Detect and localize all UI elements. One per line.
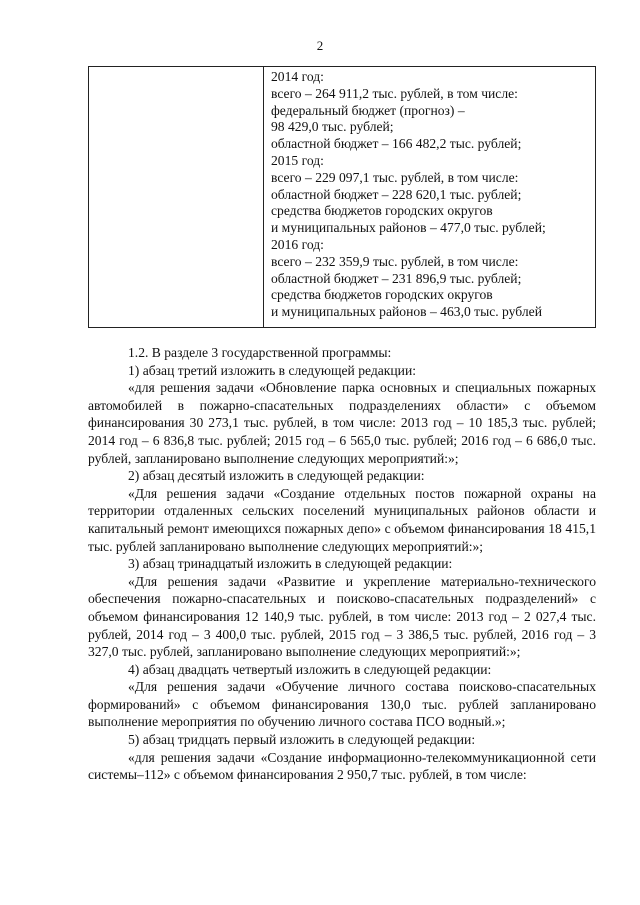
- table-line: и муниципальных районов – 463,0 тыс. рублей: [271, 304, 542, 320]
- table-line: областной бюджет – 231 896,9 тыс. рублей;: [271, 270, 522, 286]
- table-line: средства бюджетов городских округов: [271, 287, 493, 303]
- table-right-cell: [264, 67, 595, 327]
- amendment-item: 1) абзац третий изложить в следующей редакции:: [128, 362, 417, 378]
- amendment-item: 3) абзац тринадцатый изложить в следующей редакции:: [128, 556, 453, 572]
- table-line: всего – 229 097,1 тыс. рублей, в том числе:: [271, 169, 519, 185]
- table-line: 2014 год:: [271, 69, 324, 84]
- amendment-text: «для решения задачи «Обновление парка основных и специальных пожарных автомобилей в пожарно-спасательных подразделениях области» с объемом финансирования 30 273,1 тыс. рублей, в том числе: 2013 год – 10 185,3 тыс. рублей; 2014 год – 6 836,8 тыс. рублей; 2015 год – 6 565,0 тыс. рублей; 2016 год – 6 686,0 тыс. рублей, запланировано выполнение следующих мероприятий:»;: [88, 380, 596, 466]
- table-line: областной бюджет – 166 482,2 тыс. рублей;: [271, 136, 522, 152]
- table-line: 2015 год:: [271, 152, 324, 168]
- amendment-text: «Для решения задачи «Создание отдельных постов пожарной охраны на территории отдаленных сельских поселений муниципальных районов области и капитальный ремонт имеющихся пожарных депо» с объемом финансирования 18 415,1 тыс. рублей запланировано выполнение следующих мероприятий:»;: [88, 485, 596, 554]
- budget-table: [88, 66, 596, 328]
- amendment-text: «Для решения задачи «Развитие и укрепление материально-технического обеспечения пожарно-спасательных и поисково-спасательных подразделений» с объемом финансирования 12 140,9 тыс. рублей, в том числе: 2013 год – 2 027,4 тыс. рублей, 2014 год – 3 400,0 тыс. рублей, 2015 год – 3 386,5 тыс. рублей, 2016 год – 3 327,0 тыс. рублей, запланировано выполнение следующих мероприятий:»;: [88, 573, 596, 660]
- table-line: федеральный бюджет (прогноз) –: [271, 102, 465, 118]
- document-body: [88, 344, 596, 784]
- table-line: всего – 264 911,2 тыс. рублей, в том числе:: [271, 85, 518, 101]
- amendment-item: 4) абзац двадцать четвертый изложить в следующей редакции:: [128, 661, 492, 677]
- table-line: всего – 232 359,9 тыс. рублей, в том числе:: [271, 253, 519, 269]
- amendment-item: 2) абзац десятый изложить в следующей редакции:: [128, 468, 425, 484]
- table-line: 2016 год:: [271, 236, 324, 252]
- table-line: 98 429,0 тыс. рублей;: [271, 119, 394, 135]
- section-heading: 1.2. В разделе 3 государственной программы:: [128, 345, 392, 360]
- table-line: областной бюджет – 228 620,1 тыс. рублей;: [271, 186, 522, 202]
- table-left-cell: [89, 67, 264, 327]
- table-line: средства бюджетов городских округов: [271, 203, 493, 219]
- amendment-text: «для решения задачи «Создание информационно-телекоммуникационной сети системы–112» с объемом финансирования 2 950,7 тыс. рублей, в том числе:: [88, 749, 596, 783]
- amendment-text: «Для решения задачи «Обучение личного состава поисково-спасательных формирований» с объемом финансирования 130,0 тыс. рублей запланировано выполнение мероприятия по обучению личного состава ПСО водный.»;: [88, 679, 596, 730]
- amendment-item: 5) абзац тридцать первый изложить в следующей редакции:: [128, 732, 476, 748]
- page-number: 2: [316, 38, 324, 53]
- table-line: и муниципальных районов – 477,0 тыс. рублей;: [271, 220, 546, 236]
